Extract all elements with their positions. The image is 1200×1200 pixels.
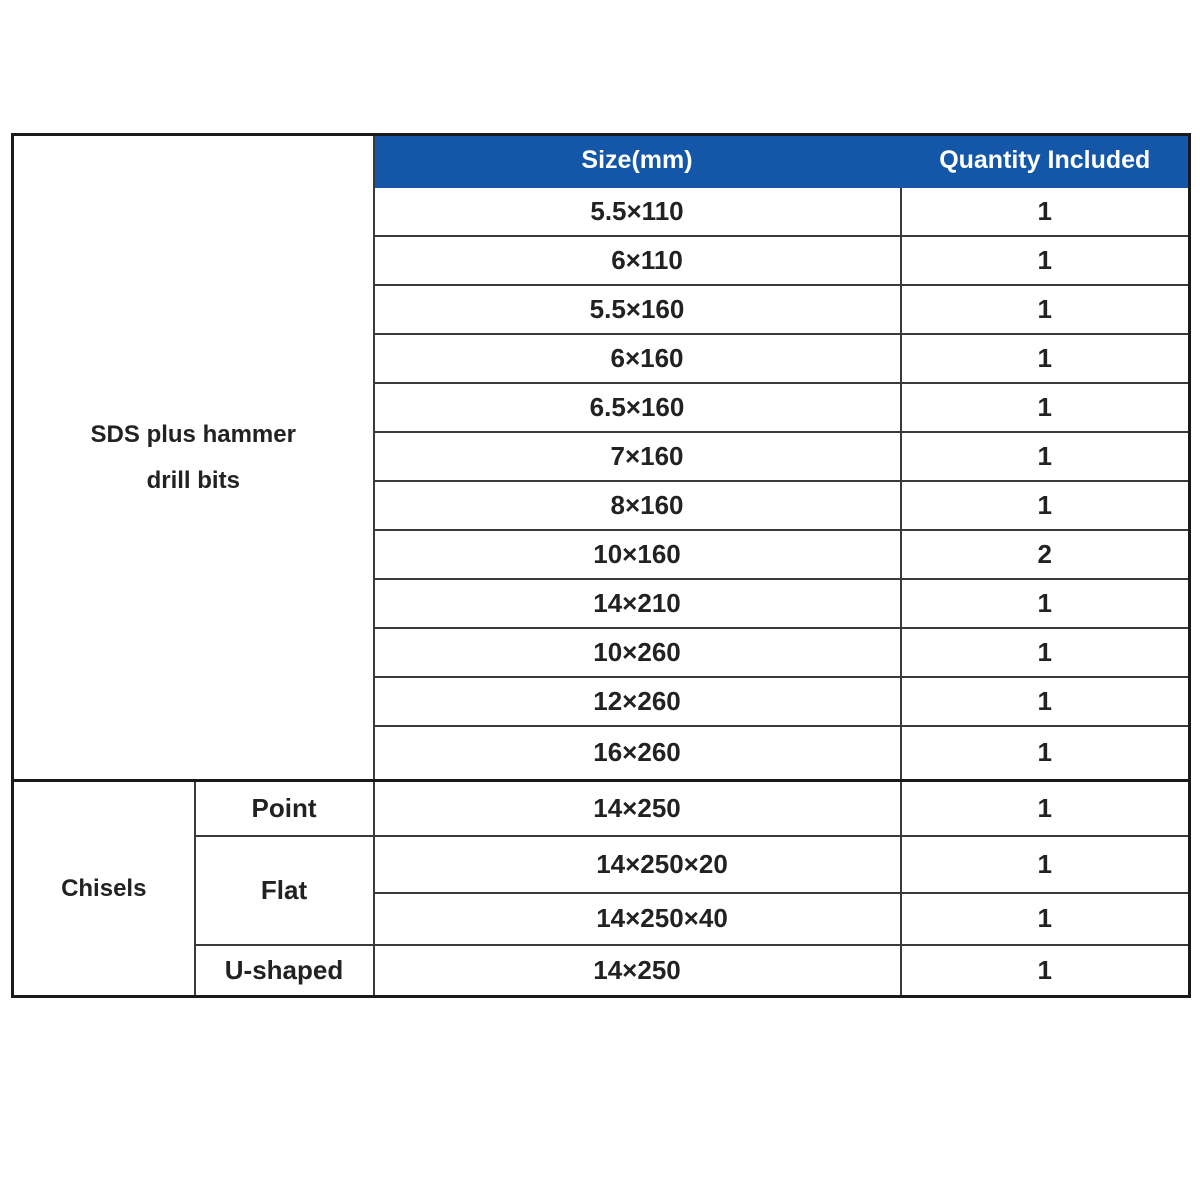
quantity-cell: 1 (901, 677, 1190, 726)
size-cell: 14×250×40 (374, 893, 901, 945)
size-cell: 6×110 (374, 236, 901, 285)
size-cell: 14×210 (374, 579, 901, 628)
size-cell: 5.5×110 (374, 187, 901, 236)
quantity-column-header: Quantity Included (901, 135, 1190, 187)
quantity-cell: 1 (901, 893, 1190, 945)
chisels-category-cell: Chisels (13, 781, 195, 997)
size-cell: 14×250 (374, 945, 901, 997)
chisel-type-u-shaped: U-shaped (195, 945, 374, 997)
product-spec-table (11, 133, 1191, 998)
size-cell: 10×160 (374, 530, 901, 579)
size-column-header: Size(mm) (374, 135, 901, 187)
sds-category-line1: SDS plus hammer (90, 420, 296, 448)
size-cell: 8×160 (374, 481, 901, 530)
quantity-cell: 1 (901, 781, 1190, 836)
size-cell: 16×260 (374, 726, 901, 781)
quantity-cell: 1 (901, 836, 1190, 893)
quantity-cell: 1 (901, 481, 1190, 530)
quantity-cell: 1 (901, 945, 1190, 997)
quantity-cell: 1 (901, 628, 1190, 677)
size-cell: 14×250×20 (374, 836, 901, 893)
size-cell: 6.5×160 (374, 383, 901, 432)
size-cell: 6×160 (374, 334, 901, 383)
size-cell: 12×260 (374, 677, 901, 726)
quantity-cell: 1 (901, 432, 1190, 481)
sds-category-line2: drill bits (146, 466, 240, 494)
quantity-cell: 1 (901, 383, 1190, 432)
chisel-type-point: Point (195, 781, 374, 836)
quantity-cell: 1 (901, 187, 1190, 236)
size-cell: 5.5×160 (374, 285, 901, 334)
size-cell: 7×160 (374, 432, 901, 481)
header-row (13, 135, 1190, 187)
quantity-cell: 1 (901, 236, 1190, 285)
chisel-type-flat: Flat (195, 836, 374, 945)
sds-category-cell (13, 135, 374, 781)
table-row (13, 781, 1190, 836)
size-cell: 10×260 (374, 628, 901, 677)
size-cell: 14×250 (374, 781, 901, 836)
quantity-cell: 1 (901, 579, 1190, 628)
quantity-cell: 2 (901, 530, 1190, 579)
quantity-cell: 1 (901, 285, 1190, 334)
quantity-cell: 1 (901, 334, 1190, 383)
quantity-cell: 1 (901, 726, 1190, 781)
